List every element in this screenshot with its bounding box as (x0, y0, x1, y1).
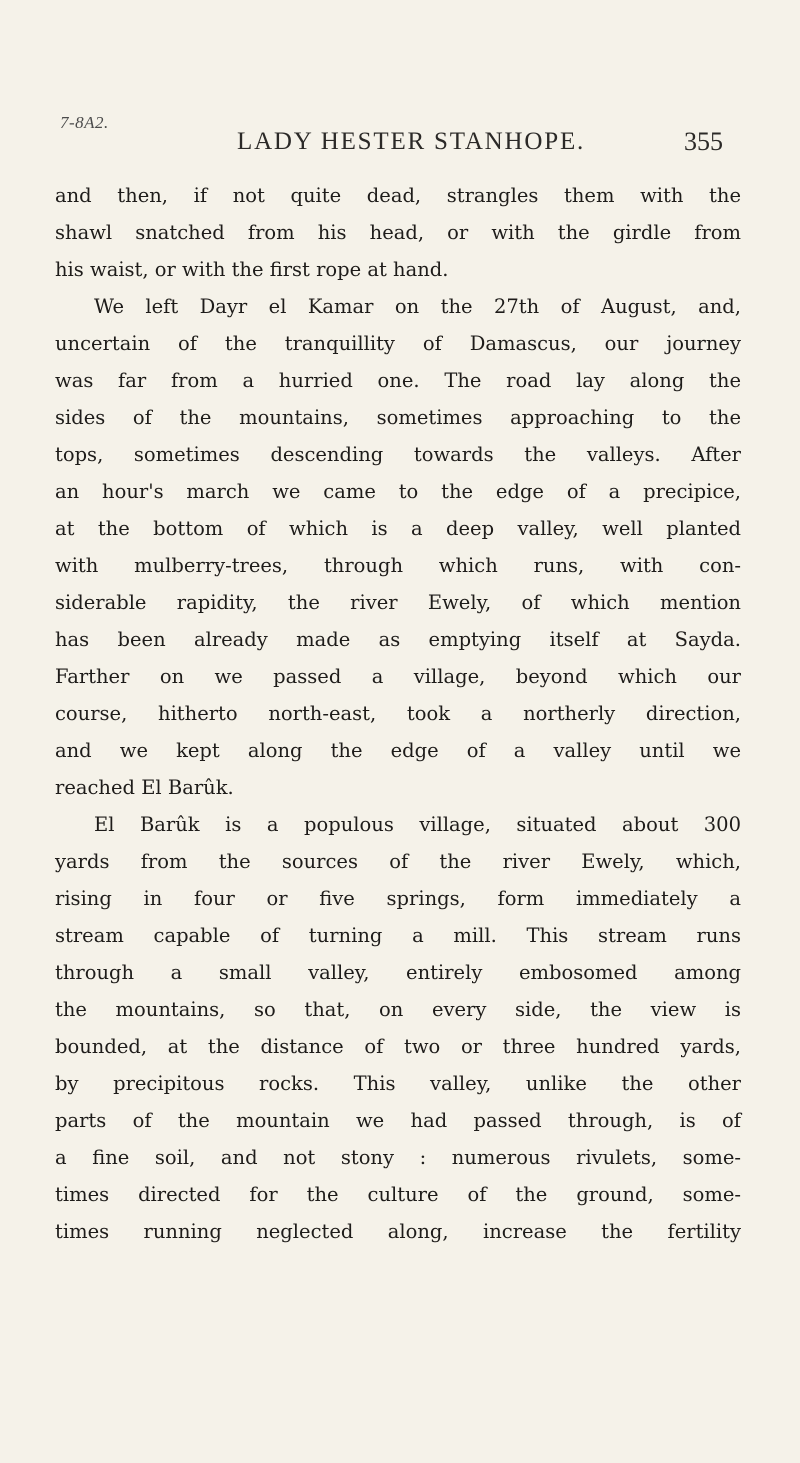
text-line: the mountains, so that, on every side, the view is (55, 998, 741, 1021)
text-line: through a small valley, entirely embosomed among (55, 961, 741, 984)
handwritten-shelf-mark: 7-8A2. (60, 113, 109, 132)
text-line: and then, if not quite dead, strangles them with the (55, 184, 741, 207)
text-line: stream capable of turning a mill. This stream runs (55, 924, 741, 947)
text-line: at the bottom of which is a deep valley, well planted (55, 517, 741, 540)
text-line: a fine soil, and not stony : numerous rivulets, some- (55, 1146, 741, 1169)
text-line: an hour's march we came to the edge of a precipice, (55, 480, 741, 503)
text-line: uncertain of the tranquillity of Damascus, our journey (55, 332, 741, 355)
text-line: by precipitous rocks. This valley, unlike the other (55, 1072, 741, 1095)
text-line: parts of the mountain we had passed through, is of (55, 1109, 741, 1132)
text-line: his waist, or with the first rope at hand. (55, 258, 449, 281)
running-title: LADY HESTER STANHOPE. (237, 128, 586, 155)
text-line: siderable rapidity, the river Ewely, of which mention (55, 591, 741, 614)
text-line: and we kept along the edge of a valley until we (55, 739, 741, 762)
text-line: Farther on we passed a village, beyond which our (55, 665, 741, 688)
body-text (55, 177, 741, 1250)
text-line: tops, sometimes descending towards the valleys. After (55, 443, 741, 466)
page-number: 355 (684, 127, 723, 156)
text-line: with mulberry-trees, through which runs, with con- (55, 554, 741, 577)
text-line: rising in four or five springs, form immediately a (55, 887, 741, 910)
text-line: shawl snatched from his head, or with the girdle from (55, 221, 741, 244)
text-line: bounded, at the distance of two or three hundred yards, (55, 1035, 741, 1058)
text-line: times running neglected along, increase the fertility (55, 1220, 741, 1243)
text-line: course, hitherto north-east, took a northerly direction, (55, 702, 741, 725)
text-line: We left Dayr el Kamar on the 27th of August, and, (94, 295, 741, 318)
text-line: El Barûk is a populous village, situated about 300 (94, 813, 741, 836)
text-line: times directed for the culture of the ground, some- (55, 1183, 741, 1206)
text-line: yards from the sources of the river Ewely, which, (55, 850, 741, 873)
text-line: reached El Barûk. (55, 776, 234, 799)
text-line: has been already made as emptying itself at Sayda. (55, 628, 741, 651)
text-line: sides of the mountains, sometimes approaching to the (55, 406, 741, 429)
text-line: was far from a hurried one. The road lay along the (55, 369, 741, 392)
